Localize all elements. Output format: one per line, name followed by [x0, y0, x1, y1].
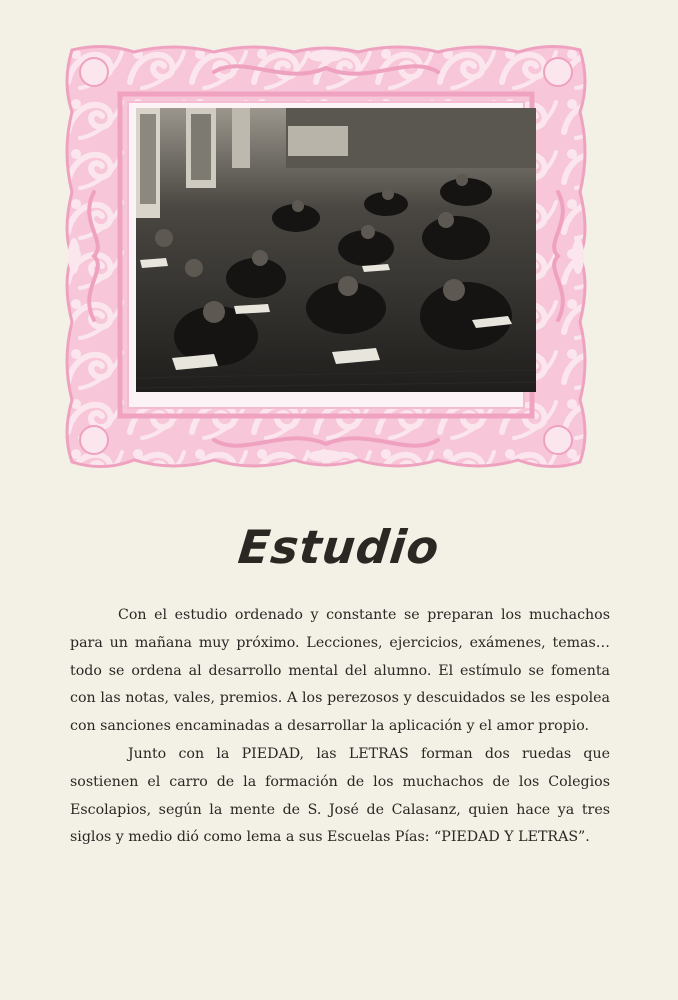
body-text: [70, 602, 610, 852]
classroom-photo-graphic: [136, 108, 536, 392]
page-title: Estudio: [235, 520, 443, 574]
classroom-photograph: [136, 108, 536, 392]
paragraph-piedad-letras: Junto con la PIEDAD, las LETRAS forman dos ruedas que sostienen el carro de la formación de los muchachos de los Colegios Escolapios, según la mente de S. José de Calasanz, quien hace ya tres siglos y medio dió como lema a sus Escuelas Pías: “PIEDAD Y LETRAS”.: [70, 745, 610, 846]
paragraph-study: Con el estudio ordenado y constante se preparan los muchachos para un mañana muy próximo. Lecciones, ejercicios, exámenes, temas… todo se ordena al desarrollo mental del alumno. El estímulo se fomenta con las notas, vales, premios. A los perezosos y descuidados se les espolea con sanciones encaminadas a desarrollar la aplicación y el amor propio.: [70, 607, 610, 735]
